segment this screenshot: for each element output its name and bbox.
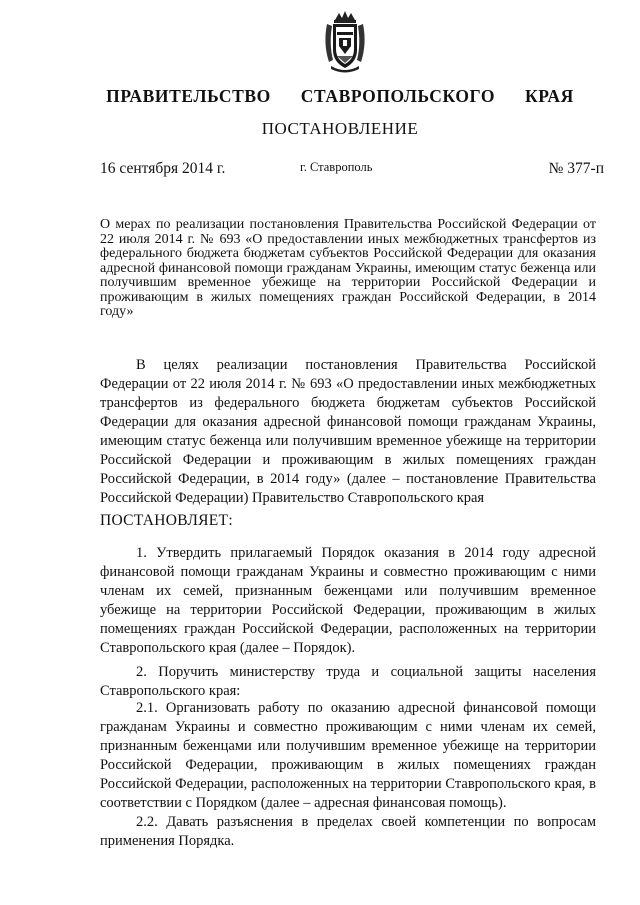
item-1-paragraph: 1. Утвердить прилагаемый Порядок оказания в 2014 году адресной финансовой помощи гражданам Украины и совместно проживающим с ними членам их семей, признанным беженцами или получившим временное убежище на территории Российской Федерации, проживающим в жилых помещениях граждан Российской Федерации, расположенных на территории Ставропольского края (далее – Порядок).: [100, 545, 596, 656]
document-city: г. Ставрополь: [300, 160, 373, 174]
document-type: ПОСТАНОВЛЕНИЕ: [261, 119, 419, 138]
coat-of-arms-icon: [323, 10, 367, 74]
document-date: 16 сентября 2014 г.: [100, 160, 226, 177]
government-title: ПРАВИТЕЛЬСТВО СТАВРОПОЛЬСКОГО КРАЯ: [106, 86, 574, 106]
item-2-paragraph: 2. Поручить министерству труда и социальной защиты населения Ставропольского края:: [100, 664, 596, 699]
item-2-2-paragraph: 2.2. Давать разъяснения в пределах своей компетенции по вопросам применения Порядка.: [100, 814, 596, 849]
document-subject: О мерах по реализации постановления Правительства Российской Федерации от 22 июля 2014 г. № 693 «О предоставлении иных межбюджетных трансфертов из федерального бюджета бюджетам субъектов Российской Федерации для оказания адресной финансовой помощи гражданам Украины, имеющим статус беженца или получившим временное убежище на территории Российской Федерации и проживающим в жилых помещениях граждан Российской Федерации, в 2014 году»: [100, 217, 596, 319]
intro-paragraph: В целях реализации постановления Правительства Российской Федерации от 22 июля 2014 г. № 693 «О предоставлении иных межбюджетных трансфертов из федерального бюджета бюджетам субъектов Российской Федерации для оказания адресной финансовой помощи гражданам Украины, имеющим статус беженца или получившим временное убежище на территории Российской Федерации и проживающим в жилых помещениях граждан Российской Федерации, в 2014 году» (далее – постановление Правительства Российской Федерации) Правительство Ставропольского края: [100, 357, 596, 506]
item-2-1-paragraph: 2.1. Организовать работу по оказанию адресной финансовой помощи гражданам Украины и совместно проживающим с ними членам их семей, признанным беженцами или получившим временное убежище на территории Российской Федерации, проживающим в жилых помещениях граждан Российской Федерации, расположенных на территории Ставропольского края, в соответствии с Порядком (далее – адресная финансовая помощь).: [100, 700, 596, 811]
resolve-heading: ПОСТАНОВЛЯЕТ:: [100, 512, 233, 529]
document-number: № 377-п: [548, 160, 604, 177]
